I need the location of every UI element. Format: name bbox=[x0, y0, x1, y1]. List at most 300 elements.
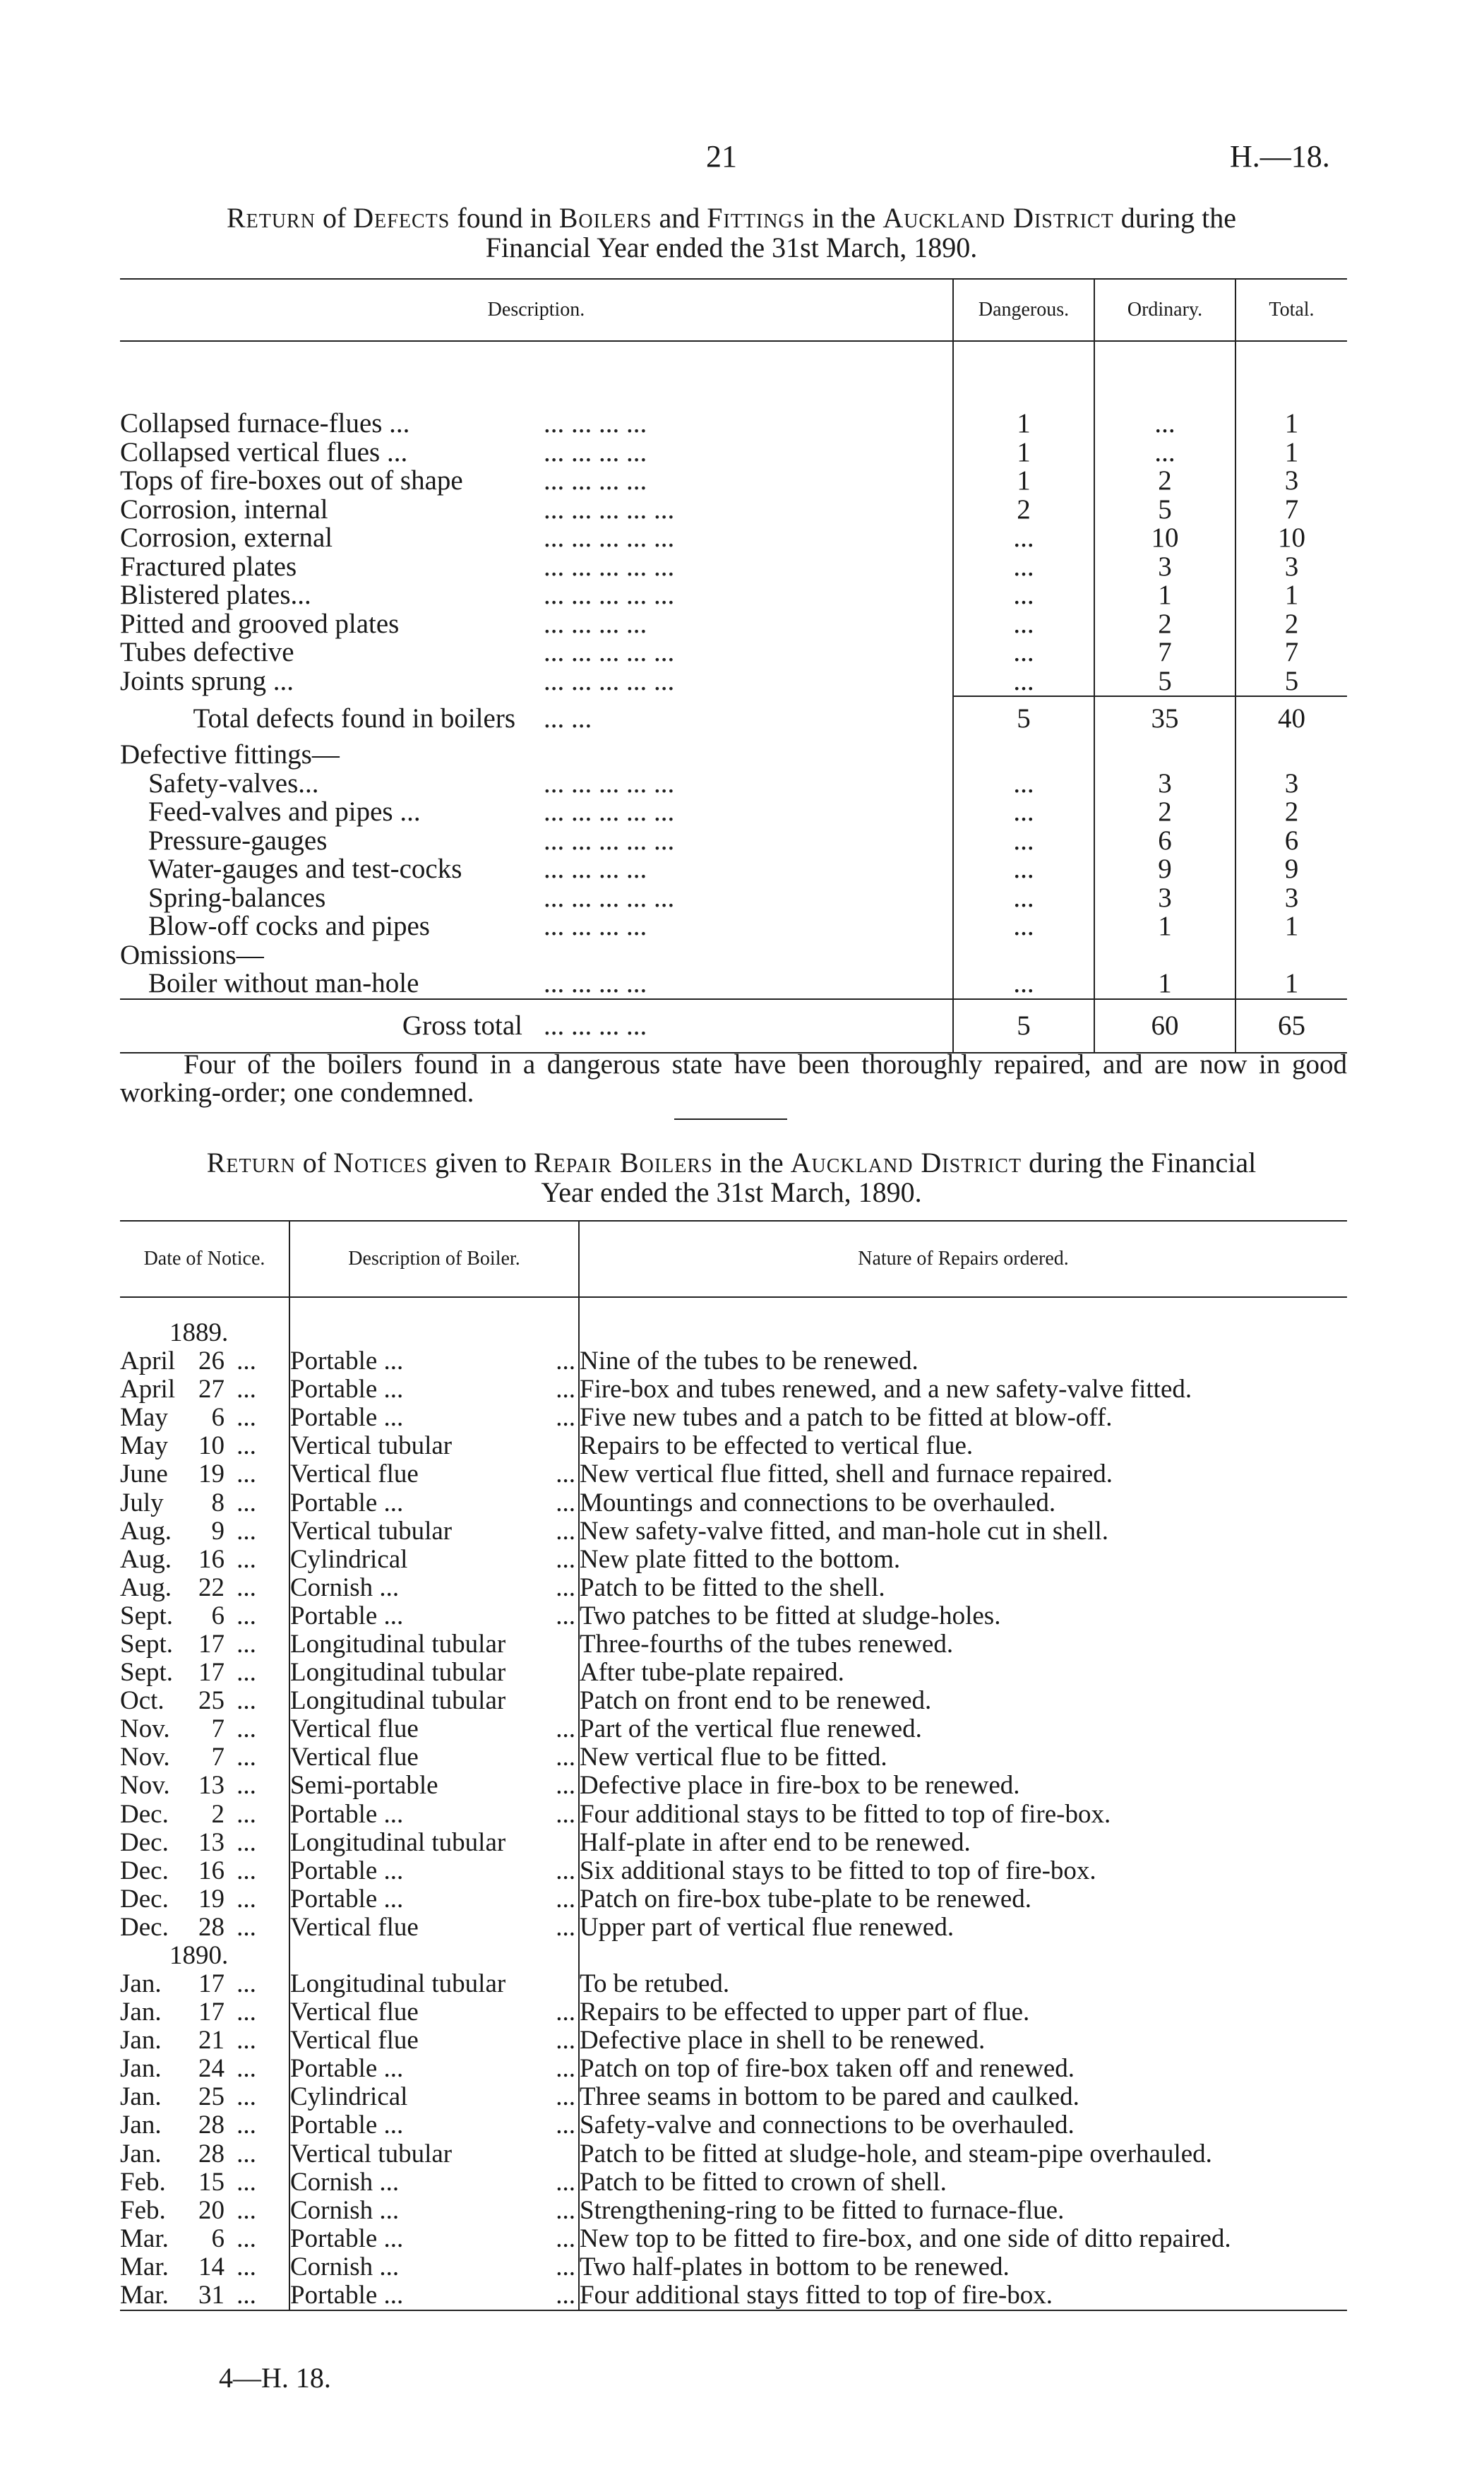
ordinary-count: 1 bbox=[1094, 969, 1235, 999]
notice-row bbox=[120, 1460, 1347, 1488]
col-date-header: Date of Notice. bbox=[120, 1221, 289, 1297]
leader-dots: ... bbox=[556, 2281, 575, 2310]
boiler-type: Semi-portable bbox=[290, 1771, 438, 1801]
boiler-description bbox=[289, 1914, 579, 1942]
repair-ordered: Half-plate in after end to be renewed. bbox=[579, 1829, 1347, 1857]
ordinary-count: 2 bbox=[1094, 798, 1235, 827]
defect-row bbox=[120, 770, 1347, 799]
leader-dots: ... ... ... ... bbox=[544, 999, 953, 1053]
dangerous-count: ... bbox=[953, 969, 1094, 999]
boiler-description bbox=[289, 2027, 579, 2055]
leader-dots: ... bbox=[556, 2026, 575, 2055]
total-cell bbox=[1235, 741, 1347, 770]
dangerous-count: ... bbox=[953, 798, 1094, 827]
section-divider bbox=[674, 1118, 787, 1120]
leader-dots: ... ... ... ... bbox=[544, 911, 647, 942]
notice-day: 7 bbox=[211, 1714, 225, 1744]
notice-day: 28 bbox=[198, 2139, 225, 2168]
dangerous-count: 2 bbox=[953, 496, 1094, 525]
defect-label: Safety-valves... bbox=[148, 768, 319, 799]
repair-ordered: After tube-plate repaired. bbox=[579, 1659, 1347, 1687]
boiler-type: Portable ... bbox=[290, 1347, 404, 1376]
notice-month: Mar. bbox=[120, 2252, 169, 2281]
notice-date bbox=[120, 1375, 289, 1404]
notice-day: 15 bbox=[198, 2167, 225, 2197]
fittings-heading bbox=[120, 741, 1347, 770]
boiler-type: Vertical flue bbox=[290, 1460, 419, 1489]
notice-date bbox=[120, 1432, 289, 1460]
notice-row bbox=[120, 1517, 1347, 1546]
boiler-type: Cylindrical bbox=[290, 2082, 408, 2112]
notice-day: 20 bbox=[198, 2195, 225, 2225]
total-count: 5 bbox=[1235, 667, 1347, 697]
repair-ordered: Two half-plates in bottom to be renewed. bbox=[579, 2253, 1347, 2281]
boiler-description bbox=[289, 1772, 579, 1800]
leader-dots: ... ... ... ... ... bbox=[544, 796, 675, 828]
dangerous-count: ... bbox=[953, 912, 1094, 941]
table1-title-line2: Financial Year ended the 31st March, 1890. bbox=[485, 232, 978, 263]
gross-total-row bbox=[120, 999, 1347, 1053]
footer-signature: 4—H. 18. bbox=[219, 2362, 331, 2394]
notice-day: 17 bbox=[198, 1998, 225, 2027]
notice-month: Feb. bbox=[120, 2167, 166, 2197]
repair-ordered: Fire-box and tubes renewed, and a new safety-valve fitted. bbox=[579, 1375, 1347, 1404]
defect-row bbox=[120, 667, 1347, 697]
spacer-cell bbox=[120, 341, 953, 410]
notice-row bbox=[120, 1715, 1347, 1743]
leader-dots: ... bbox=[556, 1488, 575, 1517]
leader-dots: ... bbox=[237, 1827, 256, 1857]
ordinary-count: 3 bbox=[1094, 553, 1235, 582]
ordinary-count: 7 bbox=[1094, 638, 1235, 667]
notice-month: Aug. bbox=[120, 1516, 172, 1546]
leader-dots: ... bbox=[556, 2082, 575, 2112]
boiler-description bbox=[289, 2140, 579, 2168]
notice-month: Nov. bbox=[120, 1743, 170, 1772]
leader-dots: ... bbox=[237, 2111, 256, 2140]
ordinary-count: ... bbox=[1094, 410, 1235, 438]
notice-row bbox=[120, 2027, 1347, 2055]
defect-label: Spring-balances bbox=[148, 882, 326, 913]
leader-dots: ... bbox=[237, 2252, 256, 2281]
notice-month: April bbox=[120, 1347, 176, 1376]
notice-date bbox=[120, 1743, 289, 1772]
notice-row bbox=[120, 1630, 1347, 1659]
notice-month: Jan. bbox=[120, 2139, 162, 2168]
boiler-type: Cylindrical bbox=[290, 1544, 408, 1574]
dangerous-count: ... bbox=[953, 770, 1094, 799]
repair-ordered: Patch to be fitted to crown of shell. bbox=[579, 2168, 1347, 2197]
dangerous-count: ... bbox=[953, 524, 1094, 553]
notice-month: Dec. bbox=[120, 1912, 169, 1942]
boiler-type: Vertical flue bbox=[290, 1912, 419, 1942]
notice-month: Nov. bbox=[120, 1714, 170, 1744]
defect-row bbox=[120, 438, 1347, 467]
leader-dots: ... bbox=[556, 2167, 575, 2197]
notice-row bbox=[120, 2253, 1347, 2281]
notice-month: Jan. bbox=[120, 1998, 162, 2027]
notice-row bbox=[120, 1602, 1347, 1630]
boiler-cell bbox=[289, 1942, 579, 1970]
notice-row bbox=[120, 1998, 1347, 2027]
boiler-description bbox=[289, 1602, 579, 1630]
repair-notices-table-header bbox=[120, 1221, 1347, 1297]
notice-date bbox=[120, 1574, 289, 1602]
boiler-type: Cornish ... bbox=[290, 2167, 400, 2197]
boiler-type: Vertical tubular bbox=[290, 1516, 453, 1546]
ordinary-count: 9 bbox=[1094, 855, 1235, 884]
defect-label: Joints sprung ... bbox=[120, 666, 294, 697]
boiler-type: Vertical tubular bbox=[290, 2139, 453, 2168]
leader-dots: ... bbox=[556, 1544, 575, 1574]
notice-date bbox=[120, 1488, 289, 1517]
notice-date bbox=[120, 1885, 289, 1914]
ordinary-cell bbox=[1094, 941, 1235, 970]
total-cell bbox=[1235, 941, 1347, 970]
boiler-description bbox=[289, 2253, 579, 2281]
boiler-description bbox=[289, 1630, 579, 1659]
defect-row bbox=[120, 610, 1347, 639]
leader-dots: ... bbox=[556, 1572, 575, 1602]
boiler-description bbox=[289, 1659, 579, 1687]
notice-row bbox=[120, 1488, 1347, 1517]
defect-row bbox=[120, 638, 1347, 667]
notice-row bbox=[120, 2083, 1347, 2111]
dangerous-count: 1 bbox=[953, 467, 1094, 496]
notice-day: 17 bbox=[198, 1969, 225, 1999]
notice-row bbox=[120, 2225, 1347, 2253]
notice-day: 28 bbox=[198, 2111, 225, 2140]
leader-dots: ... bbox=[237, 1572, 256, 1602]
boiler-type: Longitudinal tubular bbox=[290, 1686, 506, 1716]
defect-row bbox=[120, 827, 1347, 856]
ordinary-cell bbox=[1094, 341, 1235, 410]
boiler-type: Portable ... bbox=[290, 1488, 404, 1517]
notice-row bbox=[120, 1347, 1347, 1375]
notice-day: 16 bbox=[198, 1856, 225, 1885]
notice-date bbox=[120, 1772, 289, 1800]
leader-dots: ... bbox=[237, 1969, 256, 1999]
notice-row bbox=[120, 2111, 1347, 2139]
boiler-description bbox=[289, 1432, 579, 1460]
leader-dots: ... bbox=[556, 1375, 575, 1404]
boiler-description bbox=[289, 1460, 579, 1488]
leader-dots: ... ... ... ... ... bbox=[544, 637, 675, 668]
notice-date bbox=[120, 1914, 289, 1942]
boiler-description bbox=[289, 1488, 579, 1517]
notice-date bbox=[120, 1659, 289, 1687]
dangerous-count: ... bbox=[953, 638, 1094, 667]
boiler-description bbox=[289, 1715, 579, 1743]
leader-dots: ... bbox=[237, 1375, 256, 1404]
leader-dots: ... bbox=[556, 1998, 575, 2027]
notice-day: 19 bbox=[198, 1884, 225, 1914]
notice-row bbox=[120, 2168, 1347, 2197]
notice-day: 8 bbox=[211, 1488, 225, 1517]
ordinary-count: 3 bbox=[1094, 770, 1235, 799]
ordinary-cell bbox=[1094, 741, 1235, 770]
defect-label: Blow-off cocks and pipes bbox=[148, 911, 430, 942]
notice-row bbox=[120, 1659, 1347, 1687]
leader-dots: ... bbox=[556, 1460, 575, 1489]
subtotal-ordinary: 35 bbox=[1094, 696, 1235, 741]
notice-day: 14 bbox=[198, 2252, 225, 2281]
notice-date bbox=[120, 1970, 289, 1998]
repair-ordered: New vertical flue fitted, shell and furnace repaired. bbox=[579, 1460, 1347, 1488]
defect-label: Water-gauges and test-cocks bbox=[148, 854, 462, 885]
col-repairs-header: Nature of Repairs ordered. bbox=[579, 1221, 1347, 1297]
defect-label: Corrosion, external bbox=[120, 523, 333, 554]
defect-row bbox=[120, 553, 1347, 582]
repair-ordered: Nine of the tubes to be renewed. bbox=[579, 1347, 1347, 1375]
notice-row bbox=[120, 1772, 1347, 1800]
repair-ordered: New top to be fitted to fire-box, and one side of ditto repaired. bbox=[579, 2225, 1347, 2253]
ordinary-count: 10 bbox=[1094, 524, 1235, 553]
boiler-description bbox=[289, 1970, 579, 1998]
leader-dots: ... bbox=[237, 2026, 256, 2055]
leader-dots: ... bbox=[237, 2082, 256, 2112]
defect-label: Fractured plates bbox=[120, 551, 297, 582]
repair-ordered: Five new tubes and a patch to be fitted at blow-off. bbox=[579, 1404, 1347, 1432]
notice-day: 28 bbox=[198, 1912, 225, 1942]
leader-dots: ... bbox=[237, 1629, 256, 1659]
notice-row bbox=[120, 1404, 1347, 1432]
total-count: 1 bbox=[1235, 410, 1347, 438]
leader-dots: ... ... ... ... ... bbox=[544, 494, 675, 525]
notice-month: Dec. bbox=[120, 1856, 169, 1885]
boiler-type: Portable ... bbox=[290, 1375, 404, 1404]
leader-dots: ... bbox=[237, 1460, 256, 1489]
boiler-type: Portable ... bbox=[290, 2111, 404, 2140]
notice-month: Sept. bbox=[120, 1658, 174, 1688]
leader-dots: ... bbox=[556, 1799, 575, 1829]
leader-dots: ... bbox=[556, 1856, 575, 1885]
boiler-type: Longitudinal tubular bbox=[290, 1827, 506, 1857]
leader-dots: ... ... ... ... ... bbox=[544, 523, 675, 554]
gross-ordinary: 60 bbox=[1094, 999, 1235, 1053]
repair-ordered: Patch on fire-box tube-plate to be renewed. bbox=[579, 1885, 1347, 1914]
boiler-description bbox=[289, 1375, 579, 1404]
notice-day: 13 bbox=[198, 1771, 225, 1801]
notice-date bbox=[120, 1404, 289, 1432]
notice-day: 31 bbox=[198, 2281, 225, 2310]
col-dangerous-header: Dangerous. bbox=[953, 279, 1094, 341]
boiler-type: Cornish ... bbox=[290, 1572, 400, 1602]
notice-month: Aug. bbox=[120, 1572, 172, 1602]
notice-month: Oct. bbox=[120, 1686, 164, 1716]
dangerous-count: 1 bbox=[953, 438, 1094, 467]
notice-day: 26 bbox=[198, 1347, 225, 1376]
notice-row bbox=[120, 1687, 1347, 1715]
defect-label: Collapsed furnace-flues ... bbox=[120, 408, 410, 439]
defect-row bbox=[120, 798, 1347, 827]
notice-row bbox=[120, 2197, 1347, 2225]
notice-date bbox=[120, 1630, 289, 1659]
boiler-description bbox=[289, 1517, 579, 1546]
dangerous-count: ... bbox=[953, 667, 1094, 697]
defect-label: Corrosion, internal bbox=[120, 494, 328, 525]
total-count: 3 bbox=[1235, 467, 1347, 496]
notice-month: July bbox=[120, 1488, 164, 1517]
notice-row bbox=[120, 1857, 1347, 1885]
boiler-description bbox=[289, 1687, 579, 1715]
notice-day: 10 bbox=[198, 1431, 225, 1461]
fittings-heading-label: Defective fittings— bbox=[120, 739, 340, 770]
total-cell bbox=[1235, 341, 1347, 410]
year-row bbox=[120, 1319, 1347, 1347]
leader-dots: ... ... ... ... ... bbox=[544, 882, 675, 913]
leader-dots: ... bbox=[237, 1771, 256, 1801]
leader-dots: ... ... ... ... ... bbox=[544, 580, 675, 611]
dangerous-count: ... bbox=[953, 827, 1094, 856]
col-boiler-header: Description of Boiler. bbox=[289, 1221, 579, 1297]
leader-dots: ... bbox=[237, 1658, 256, 1688]
spacer-row bbox=[120, 341, 1347, 410]
notice-date bbox=[120, 2055, 289, 2083]
ordinary-count: 1 bbox=[1094, 912, 1235, 941]
defect-row bbox=[120, 410, 1347, 438]
leader-dots: ... ... ... ... bbox=[544, 408, 647, 439]
page-number: 21 bbox=[706, 139, 737, 174]
notice-row bbox=[120, 1574, 1347, 1602]
boiler-description bbox=[289, 1574, 579, 1602]
boiler-description bbox=[289, 1743, 579, 1772]
omissions-heading bbox=[120, 941, 1347, 970]
total-count: 9 bbox=[1235, 855, 1347, 884]
notice-month: Sept. bbox=[120, 1601, 174, 1630]
repair-ordered: New plate fitted to the bottom. bbox=[579, 1546, 1347, 1574]
leader-dots: ... bbox=[237, 1884, 256, 1914]
repair-ordered: Mountings and connections to be overhauled. bbox=[579, 1488, 1347, 1517]
leader-dots: ... bbox=[237, 2224, 256, 2253]
leader-dots: ... bbox=[237, 1601, 256, 1630]
spacer-row bbox=[120, 1297, 1347, 1319]
leader-dots: ... bbox=[556, 1516, 575, 1546]
notice-row bbox=[120, 1801, 1347, 1829]
year-label: 1890. bbox=[169, 1940, 229, 1970]
boiler-cell bbox=[289, 1319, 579, 1347]
notice-day: 2 bbox=[211, 1799, 225, 1829]
defect-row bbox=[120, 524, 1347, 553]
repair-ordered: Patch to be fitted at sludge-hole, and steam-pipe overhauled. bbox=[579, 2140, 1347, 2168]
boiler-description bbox=[289, 1998, 579, 2027]
total-count: 3 bbox=[1235, 884, 1347, 913]
total-count: 3 bbox=[1235, 553, 1347, 582]
notice-month: Sept. bbox=[120, 1629, 174, 1659]
notice-date bbox=[120, 1546, 289, 1574]
notice-date bbox=[120, 2225, 289, 2253]
total-count: 2 bbox=[1235, 798, 1347, 827]
notice-day: 19 bbox=[198, 1460, 225, 1489]
dangerous-count: ... bbox=[953, 553, 1094, 582]
leader-dots: ... bbox=[556, 2195, 575, 2225]
notice-date bbox=[120, 1517, 289, 1546]
boiler-type: Longitudinal tubular bbox=[290, 1969, 506, 1999]
notice-month: Jan. bbox=[120, 2054, 162, 2084]
boiler-type: Longitudinal tubular bbox=[290, 1658, 506, 1688]
ordinary-count: 5 bbox=[1094, 496, 1235, 525]
repair-ordered: Upper part of vertical flue renewed. bbox=[579, 1914, 1347, 1942]
notice-row bbox=[120, 1432, 1347, 1460]
defect-row bbox=[120, 467, 1347, 496]
notice-month: May bbox=[120, 1431, 168, 1461]
notice-month: Feb. bbox=[120, 2195, 166, 2225]
notice-day: 9 bbox=[211, 1516, 225, 1546]
boiler-description bbox=[289, 1885, 579, 1914]
ordinary-count: 6 bbox=[1094, 827, 1235, 856]
notice-date bbox=[120, 1998, 289, 2027]
boiler-type: Portable ... bbox=[290, 1856, 404, 1885]
notice-date bbox=[120, 1687, 289, 1715]
repair-ordered: Part of the vertical flue renewed. bbox=[579, 1715, 1347, 1743]
dangerous-count: ... bbox=[953, 855, 1094, 884]
repair-cell bbox=[579, 1297, 1347, 1319]
leader-dots: ... bbox=[237, 2054, 256, 2084]
col-description-header: Description. bbox=[120, 279, 953, 341]
table2-title-line1: Return of Notices given to Repair Boilers in the Auckland District during the Financial bbox=[206, 1147, 1257, 1178]
repair-ordered: Four additional stays fitted to top of fire-box. bbox=[579, 2281, 1347, 2310]
ordinary-count: 5 bbox=[1094, 667, 1235, 697]
defects-note: Four of the boilers found in a dangerous state have been thoroughly repaired, and are now in good working-order; one condemned. bbox=[120, 1049, 1347, 1108]
notice-date bbox=[120, 2111, 289, 2139]
notice-month: Dec. bbox=[120, 1827, 169, 1857]
total-count: 1 bbox=[1235, 438, 1347, 467]
leader-dots: ... bbox=[237, 1912, 256, 1942]
boiler-type: Portable ... bbox=[290, 1799, 404, 1829]
leader-dots: ... bbox=[237, 1403, 256, 1433]
leader-dots: ... ... ... ... ... bbox=[544, 551, 675, 582]
col-ordinary-header: Ordinary. bbox=[1094, 279, 1235, 341]
ordinary-count: 3 bbox=[1094, 884, 1235, 913]
boiler-type: Portable ... bbox=[290, 2054, 404, 2084]
boiler-description bbox=[289, 2111, 579, 2139]
boiler-description bbox=[289, 1801, 579, 1829]
leader-dots: ... ... ... ... ... bbox=[544, 768, 675, 799]
table2-title bbox=[120, 1148, 1343, 1207]
notice-month: Nov. bbox=[120, 1771, 170, 1801]
defect-label: Tops of fire-boxes out of shape bbox=[120, 465, 463, 496]
omissions-heading-label: Omissions— bbox=[120, 939, 264, 970]
gross-dangerous: 5 bbox=[953, 999, 1094, 1053]
notice-date bbox=[120, 2083, 289, 2111]
notice-date bbox=[120, 2253, 289, 2281]
notice-month: April bbox=[120, 1375, 176, 1404]
boiler-description bbox=[289, 2168, 579, 2197]
notice-date bbox=[120, 2027, 289, 2055]
col-total-header: Total. bbox=[1235, 279, 1347, 341]
year-row bbox=[120, 1942, 1347, 1970]
boiler-type: Portable ... bbox=[290, 2224, 404, 2253]
notice-date bbox=[120, 2197, 289, 2225]
repair-ordered: Patch on front end to be renewed. bbox=[579, 1687, 1347, 1715]
ordinary-count: 2 bbox=[1094, 467, 1235, 496]
dangerous-count: ... bbox=[953, 610, 1094, 639]
boiler-type: Portable ... bbox=[290, 1884, 404, 1914]
total-count: 1 bbox=[1235, 581, 1347, 610]
leader-dots: ... bbox=[556, 1912, 575, 1942]
notice-month: June bbox=[120, 1460, 168, 1489]
notice-row bbox=[120, 1743, 1347, 1772]
notice-date bbox=[120, 2168, 289, 2197]
year-label: 1889. bbox=[169, 1318, 229, 1347]
leader-dots: ... bbox=[237, 1799, 256, 1829]
defect-row bbox=[120, 884, 1347, 913]
defect-label: Blistered plates... bbox=[120, 580, 311, 611]
notice-month: Jan. bbox=[120, 2111, 162, 2140]
defect-label: Collapsed vertical flues ... bbox=[120, 436, 408, 467]
repair-ordered: Two patches to be fitted at sludge-holes. bbox=[579, 1602, 1347, 1630]
boiler-description bbox=[289, 1546, 579, 1574]
